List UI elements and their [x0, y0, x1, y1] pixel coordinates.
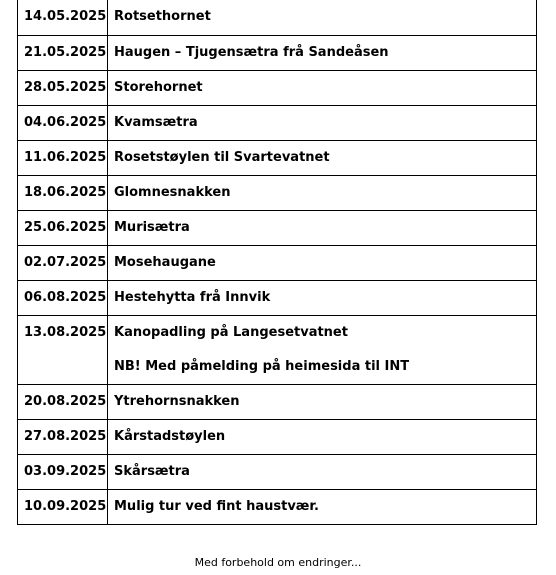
- title-cell: Kårstadstøylen: [108, 419, 537, 454]
- date-cell: 06.08.2025: [18, 280, 108, 315]
- date-cell: 21.05.2025: [18, 35, 108, 70]
- date-cell: 27.08.2025: [18, 419, 108, 454]
- registration-note: NB! Med påmelding på heimesida til INT: [114, 358, 410, 374]
- title-cell: Mosehaugane: [108, 245, 537, 280]
- disclaimer-footer: Med forbehold om endringer...: [194, 556, 362, 569]
- title-text: Kanopadling på Langesetvatnet: [114, 324, 348, 340]
- date-cell: 04.06.2025: [18, 105, 108, 140]
- title-cell: Kvamsætra: [108, 105, 537, 140]
- table-row: [18, 0, 537, 35]
- title-cell: Hestehytta frå Innvik: [108, 280, 537, 315]
- table-row: [18, 280, 537, 315]
- title-cell: Haugen – Tjugensætra frå Sandeåsen: [108, 35, 537, 70]
- table-row: [18, 245, 537, 280]
- title-cell: Storehornet: [108, 70, 537, 105]
- date-cell: 20.08.2025: [18, 384, 108, 419]
- table-row: [18, 175, 537, 210]
- date-cell: 11.06.2025: [18, 140, 108, 175]
- table-row: [18, 489, 537, 524]
- date-cell: 02.07.2025: [18, 245, 108, 280]
- date-cell: 13.08.2025: [18, 315, 108, 384]
- date-cell: 28.05.2025: [18, 70, 108, 105]
- date-cell: 03.09.2025: [18, 454, 108, 489]
- table-row: [18, 140, 537, 175]
- title-cell: Rotsethornet: [108, 0, 537, 35]
- date-cell: 25.06.2025: [18, 210, 108, 245]
- title-cell: [108, 315, 537, 384]
- table-row: [18, 384, 537, 419]
- date-cell: 10.09.2025: [18, 489, 108, 524]
- title-cell: Skårsætra: [108, 454, 537, 489]
- table-row: [18, 210, 537, 245]
- title-cell: Mulig tur ved fint haustvær.: [108, 489, 537, 524]
- title-cell: Murisætra: [108, 210, 537, 245]
- table-row: [18, 105, 537, 140]
- table-row: [18, 419, 537, 454]
- table-row: [18, 70, 537, 105]
- table-row: [18, 315, 537, 384]
- title-cell: Rosetstøylen til Svartevatnet: [108, 140, 537, 175]
- title-cell: Ytrehornsnakken: [108, 384, 537, 419]
- table-row: [18, 35, 537, 70]
- date-cell: 18.06.2025: [18, 175, 108, 210]
- date-cell: 14.05.2025: [18, 0, 108, 35]
- schedule-table: [17, 0, 537, 525]
- title-cell: Glomnesnakken: [108, 175, 537, 210]
- table-row: [18, 454, 537, 489]
